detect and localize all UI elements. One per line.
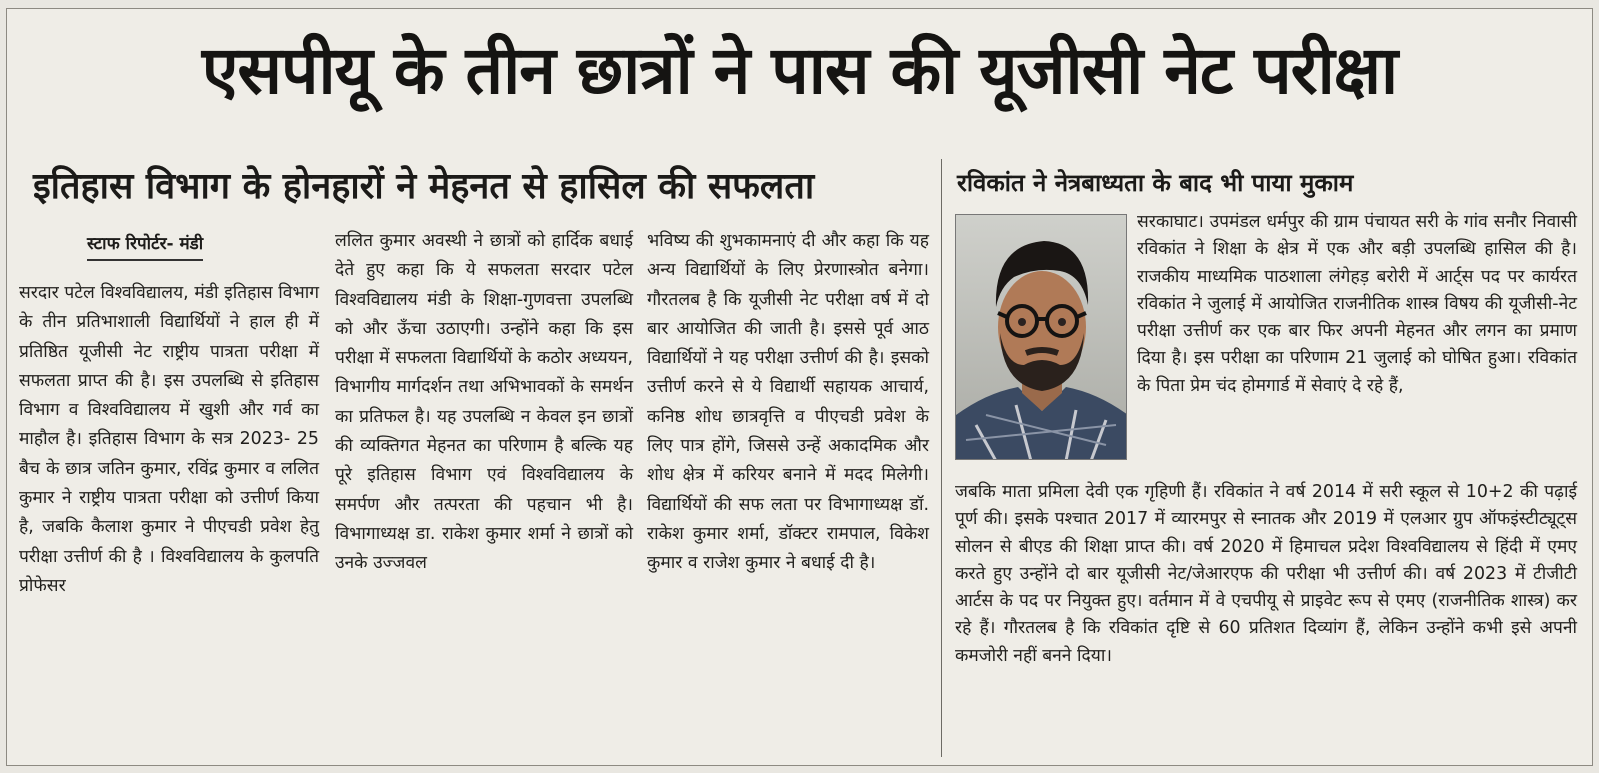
left-story-column-2: ललित कुमार अवस्थी ने छात्रों को हार्दिक बधाई देते हुए कहा कि ये सफलता सरदार पटेल विश्वविद्यालय मंडी के शिक्षा-गुणवत्ता उपलब्धि को और ऊँचा उठाएगी। उन्होंने कहा कि इस परीक्षा में सफलता विद्यार्थियों के कठोर अध्ययन, विभागीय मार्गदर्शन तथा अभिभावकों के समर्थन का प्रतिफल है। यह उपलब्धि न केवल इन छात्रों की व्यक्तिगत मेहनत का परिणाम है बल्कि यह पूरे इतिहास विभाग एवं विश्वविद्यालय के समर्पण और तत्परता की पहचान भी है। विभागाध्यक्ष डा. राकेश कुमार शर्मा ने छात्रों को उनके उज्जवल (335, 231, 633, 574)
portrait-photo (955, 214, 1127, 460)
newspaper-clipping (6, 8, 1593, 766)
left-story-column-1: सरदार पटेल विश्वविद्यालय, मंडी इतिहास विभाग के तीन प्रतिभाशाली विद्यार्थियों ने हाल ही में प्रतिष्ठित यूजीसी नेट राष्ट्रीय पात्रता परीक्षा में सफलता प्राप्त की है। इस उपलब्धि से इतिहास विभाग व विश्वविद्यालय में खुशी और गर्व का माहौल है। इतिहास विभाग के सत्र 2023- 25 बैच के छात्र जतिन कुमार, रविंद्र कुमार व ललित कुमार ने राष्ट्रीय पात्रता परीक्षा को उत्तीर्ण किया है, जबकि कैलाश कुमार ने पीएचडी प्रवेश हेतु परीक्षा उत्तीर्ण की है । विश्वविद्यालय के कुलपति प्रोफेसर (19, 283, 319, 596)
person-portrait-icon (956, 215, 1127, 460)
column-divider (941, 159, 942, 757)
right-story-subhead: रविकांत ने नेत्रबाध्यता के बाद भी पाया मुकाम (957, 169, 1354, 197)
right-story-paragraph-1: सरकाघाट। उपमंडल धर्मपुर की ग्राम पंचायत सरी के गांव सनौर निवासी रविकांत ने शिक्षा के क्षेत्र में एक और बड़ी उपलब्धि हासिल की है। राजकीय माध्यमिक पाठशाला लंगेहड़ बरोरी में आर्ट्स पद पर कार्यरत रविकांत ने जुलाई में आयोजित राजनीतिक शास्त्र विषय की यूजीसी-नेट परीक्षा उत्तीर्ण कर एक बार फिर अपनी मेहनत और लगन का प्रमाण दिया है। इस परीक्षा का परिणाम 21 जुलाई को घोषित हुआ। रविकांत के पिता प्रेम चंद होमगार्ड में सेवाएं दे रहे हैं, (1137, 212, 1577, 396)
right-story-paragraph-2: जबकि माता प्रमिला देवी एक गृहिणी हैं। रविकांत ने वर्ष 2014 में सरी स्कूल से 10+2 की पढ़ाई पूर्ण की। इसके पश्चात 2017 में व्यारमपुर से स्नातक और 2019 में एलआर ग्रुप ऑफइंस्टीट्यूट्स सोलन से बीएड की शिक्षा प्राप्त की। वर्ष 2020 में हिमाचल प्रदेश विश्वविद्यालय से हिंदी में एमए करते हुए उन्होंने दो बार यूजीसी नेट/जेआरएफ की परीक्षा भी उत्तीर्ण की। वर्ष 2023 में टीजीटी आर्टस के पद पर नियुक्त हुए। वर्तमान में वे एचपीयू से प्राइवेट रूप से एमए (राजनीतिक शास्त्र) कर रहे हैं। गौरतलब है कि रविकांत दृष्टि से 60 प्रतिशत दिव्यांग हैं, लेकिन उन्होंने कभी इसे अपनी कमजोरी नहीं बनने दिया। (955, 482, 1577, 666)
left-story-subhead: इतिहास विभाग के होनहारों ने मेहनत से हासिल की सफलता (33, 166, 815, 207)
left-story-column-3: भविष्य की शुभकामनाएं दी और कहा कि यह अन्य विद्यार्थियों के लिए प्रेरणास्त्रोत बनेगा। गौरतलब है कि यूजीसी नेट परीक्षा वर्ष में दो बार आयोजित की जाती है। इससे पूर्व आठ विद्यार्थियों ने यह परीक्षा उत्तीर्ण की है। इसको उत्तीर्ण करने से ये विद्यार्थी सहायक आचार्य, कनिष्ठ शोध छात्रवृत्ति व पीएचडी प्रवेश के लिए पात्र होंगे, जिससे उन्हें अकादमिक और शोध क्षेत्र में करियर बनाने में मदद मिलेगी। विद्यार्थियों की सफ लता पर विभागाध्यक्ष डॉ. राकेश कुमार शर्मा, डॉक्टर रामपाल, विकेश कुमार व राजेश कुमार ने बधाई दी है। (647, 231, 929, 574)
byline: स्टाफ रिपोर्टर- मंडी (87, 231, 203, 261)
headline: एसपीयू के तीन छात्रों ने पास की यूजीसी नेट परीक्षा (201, 32, 1398, 109)
